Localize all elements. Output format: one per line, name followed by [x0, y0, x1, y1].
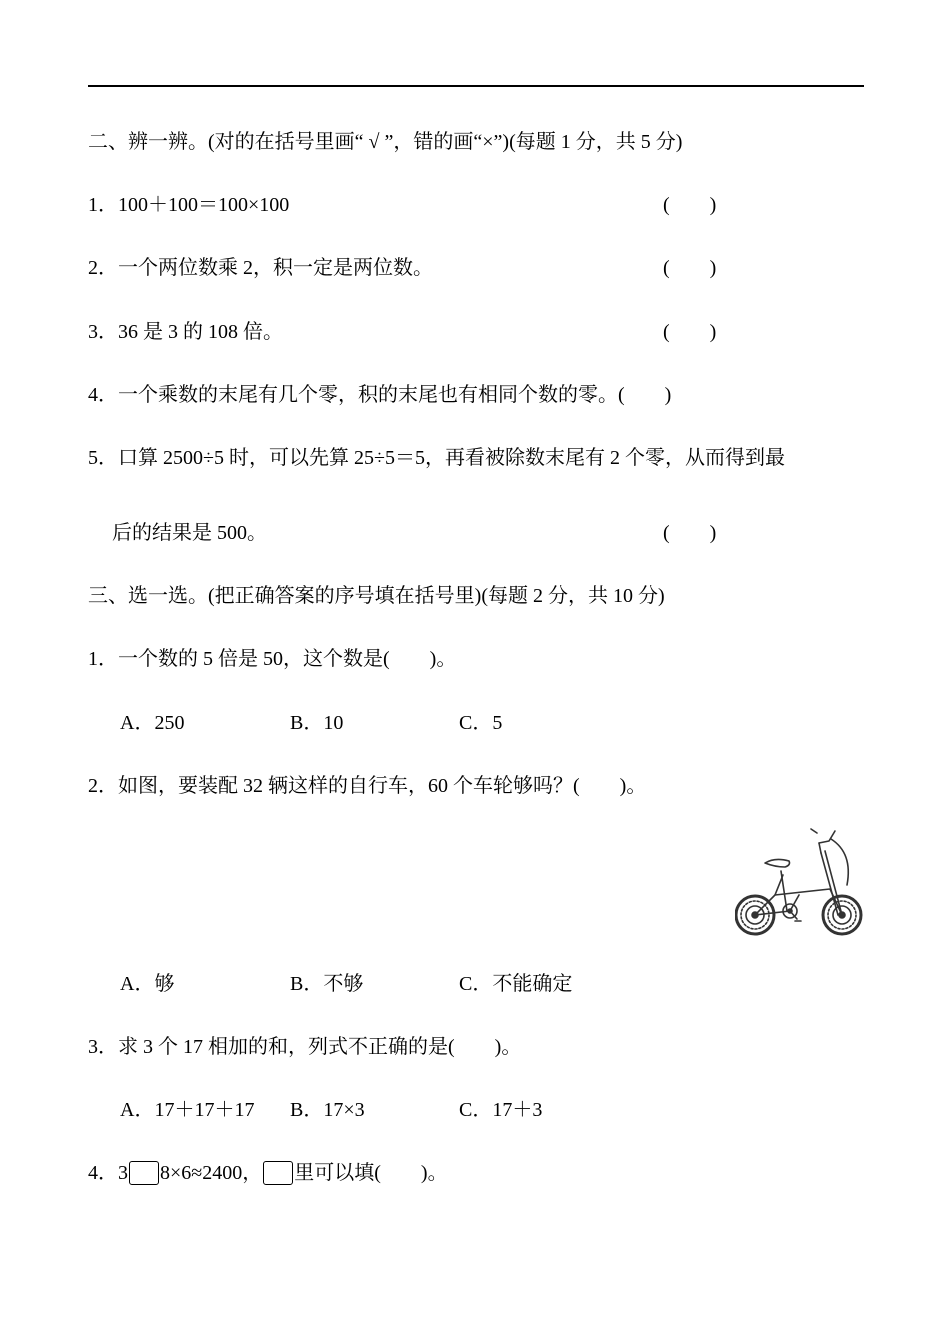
section3-q3-option-b[interactable]: B．17×3: [290, 1099, 365, 1121]
section2-q3-text: 3．36 是 3 的 108 倍。: [88, 321, 283, 343]
section3-q1-option-a[interactable]: A．250: [120, 712, 185, 734]
section3-q3-text: 3．求 3 个 17 相加的和，列式不正确的是( )。: [88, 1036, 522, 1058]
section3-title: 三、选一选。(把正确答案的序号填在括号里)(每题 2 分，共 10 分): [88, 585, 665, 607]
section2-q2-text: 2．一个两位数乘 2，积一定是两位数。: [88, 257, 433, 279]
section3-q1-option-b[interactable]: B．10: [290, 712, 344, 734]
bicycle-illustration: [735, 823, 865, 939]
section3-q3-option-c[interactable]: C．17＋3: [459, 1099, 543, 1121]
section3-q2-option-c[interactable]: C．不能确定: [459, 973, 573, 995]
section3-q4-middle: 8×6≈2400，: [160, 1162, 263, 1184]
section2-q5-text: 5．口算 2500÷5 时，可以先算 25÷5＝5，再看被除数末尾有 2 个零，从而得到最: [88, 447, 785, 469]
top-rule: [88, 85, 864, 87]
section3-q3-option-a[interactable]: A．17＋17＋17: [120, 1099, 255, 1121]
section3-q4-prefix: 4．3: [88, 1162, 128, 1184]
section2-q1-answer-paren[interactable]: ( ): [663, 194, 717, 216]
section2-q5-answer-paren[interactable]: ( ): [663, 522, 717, 544]
section3-q2-option-a[interactable]: A．够: [120, 973, 175, 995]
blank-box[interactable]: [263, 1161, 293, 1185]
section2-q4-text: 4．一个乘数的末尾有几个零，积的末尾也有相同个数的零。( ): [88, 384, 672, 406]
section3-q1-option-c[interactable]: C．5: [459, 712, 503, 734]
section2-q3-answer-paren[interactable]: ( ): [663, 321, 717, 343]
section3-q2-text: 2．如图，要装配 32 辆这样的自行车，60 个车轮够吗？( )。: [88, 775, 647, 797]
section3-q4-line: [88, 1161, 448, 1185]
section2-q1-text: 1．100＋100＝100×100: [88, 194, 290, 216]
section3-q2-option-b[interactable]: B．不够: [290, 973, 364, 995]
section3-q1-text: 1．一个数的 5 倍是 50，这个数是( )。: [88, 648, 457, 670]
section2-title: 二、辨一辨。(对的在括号里画“ √ ”，错的画“×”)(每题 1 分，共 5 分): [88, 131, 683, 153]
section3-q4-suffix: 里可以填( )。: [294, 1162, 448, 1184]
section2-q5-continuation: 后的结果是 500。: [112, 522, 267, 544]
section2-q2-answer-paren[interactable]: ( ): [663, 257, 717, 279]
blank-box[interactable]: [129, 1161, 159, 1185]
